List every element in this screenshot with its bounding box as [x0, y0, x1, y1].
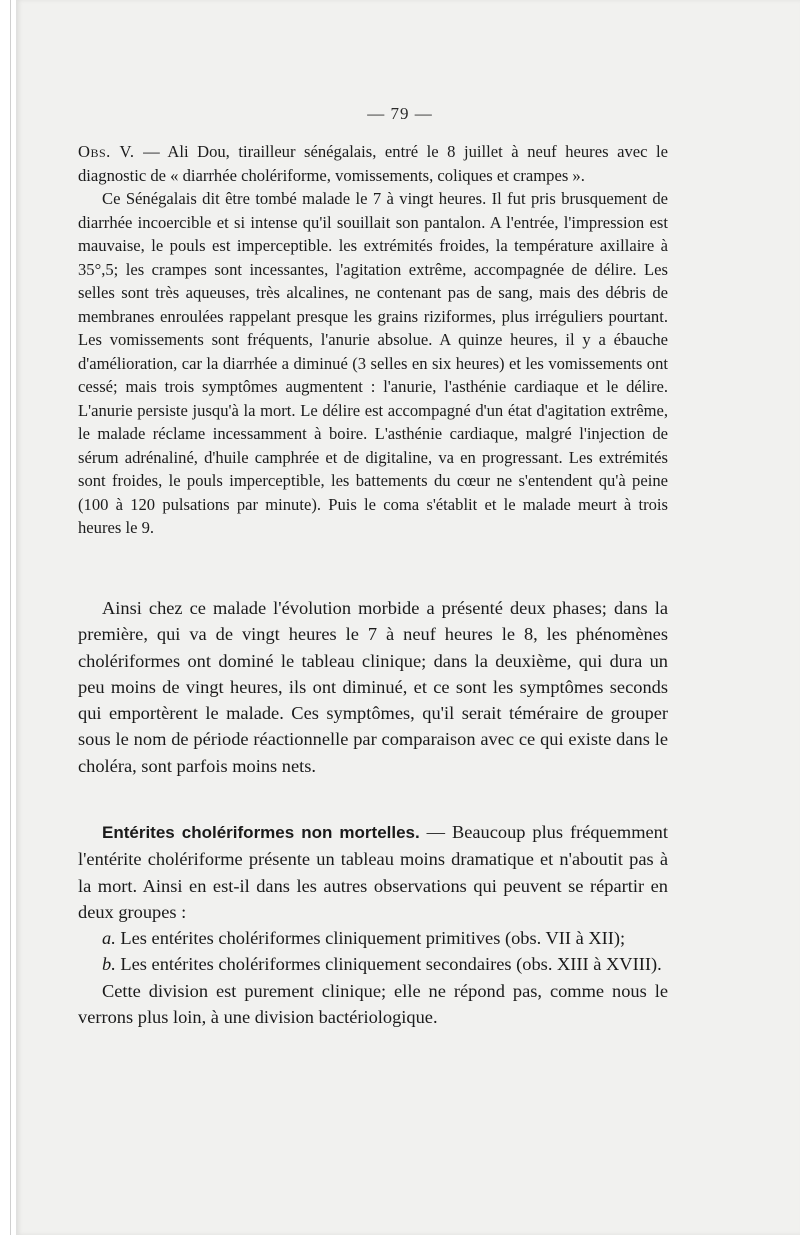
section-heading-dash: —: [419, 822, 452, 842]
section-intro-text: Beaucoup plus fréquemment l'entérite cholériforme présente un tableau moins dramatique et n'aboutit pas à la mort. Ainsi en est-il dans les autres observations qui peuvent se répartir en deux groupes :: [78, 822, 668, 922]
discussion-paragraph: Ainsi chez ce malade l'évolution morbide a présenté deux phases; dans la première, qui va de vingt heures le 7 à neuf heures le 8, les phénomènes cholériformes ont dominé le tableau clinique; dans la deuxième, qui dura un peu moins de vingt heures, ils ont diminué, et ce sont les symptômes seconds qui emportèrent le malade. Ces symptômes, qu'il serait téméraire de grouper sous le nom de période réactionnelle par comparaison avec ce qui existe dans le choléra, sont parfois moins nets.: [78, 598, 668, 776]
observation-dash: —: [134, 142, 168, 161]
observation-block: [78, 140, 668, 540]
observation-intro: [78, 140, 668, 187]
list-item: [78, 951, 668, 977]
observation-intro-text: Ali Dou, tirailleur sénégalais, entré le 8 juillet à neuf heures avec le diagnostic de « diarrhée cholériforme, vomissements, coliques et crampes ».: [78, 142, 668, 185]
section-block: [78, 819, 668, 1030]
section-closing-paragraph: Cette division est purement clinique; elle ne répond pas, comme nous le verrons plus loin, à une division bactériologique.: [78, 980, 668, 1028]
section-heading: Entérites cholériformes non mortelles.: [102, 823, 420, 842]
list-item-text: Les entérites cholériformes cliniquement secondaires (obs. XIII à XVIII).: [115, 954, 662, 975]
list-item: [78, 925, 668, 951]
observation-label: Obs. V.: [78, 142, 135, 161]
list-item-letter: b.: [102, 954, 116, 975]
section-intro-paragraph: [78, 819, 668, 925]
page-number: — 79 —: [367, 104, 433, 123]
observation-body: Ce Sénégalais dit être tombé malade le 7 à vingt heures. Il fut pris brusquement de diarrhée incoercible et si intense qu'il souillait son pantalon. A l'entrée, l'impression est mauvaise, le pouls est imperceptible. les extrémités froides, la température axillaire à 35°,5; les crampes sont incessantes, l'agitation extrême, accompagnée de délire. Les selles sont très aqueuses, très alcalines, ne contenant pas de sang, mais des débris de membranes enroulées rappelant presque les grains riziformes, plus irréguliers pourtant. Les vomissements sont fréquents, l'anurie absolue. A quinze heures, il y a ébauche d'amélioration, car la diarrhée a diminué (3 selles en six heures) et les vomissements ont cessé; mais trois symptômes augmentent : l'anurie, l'asthénie cardiaque et le délire. L'anurie persiste jusqu'à la mort. Le délire est accompagné d'un état d'agitation extrême, le malade réclame incessamment à boire. L'asthénie cardiaque, malgré l'injection de sérum adrénaliné, d'huile camphrée et de digitaline, va en progressant. Les extrémités sont froides, le pouls imperceptible, les battements du cœur ne s'entendent qu'à peine (100 à 120 pulsations par minute). Puis le coma s'établit et le malade meurt à trois heures le 9.: [78, 189, 668, 537]
book-gutter-edge: [10, 0, 11, 1235]
discussion-block: [78, 595, 668, 779]
list-item-text: Les entérites cholériformes cliniquement primitives (obs. VII à XII);: [115, 928, 626, 949]
list-item-letter: a.: [102, 928, 116, 949]
